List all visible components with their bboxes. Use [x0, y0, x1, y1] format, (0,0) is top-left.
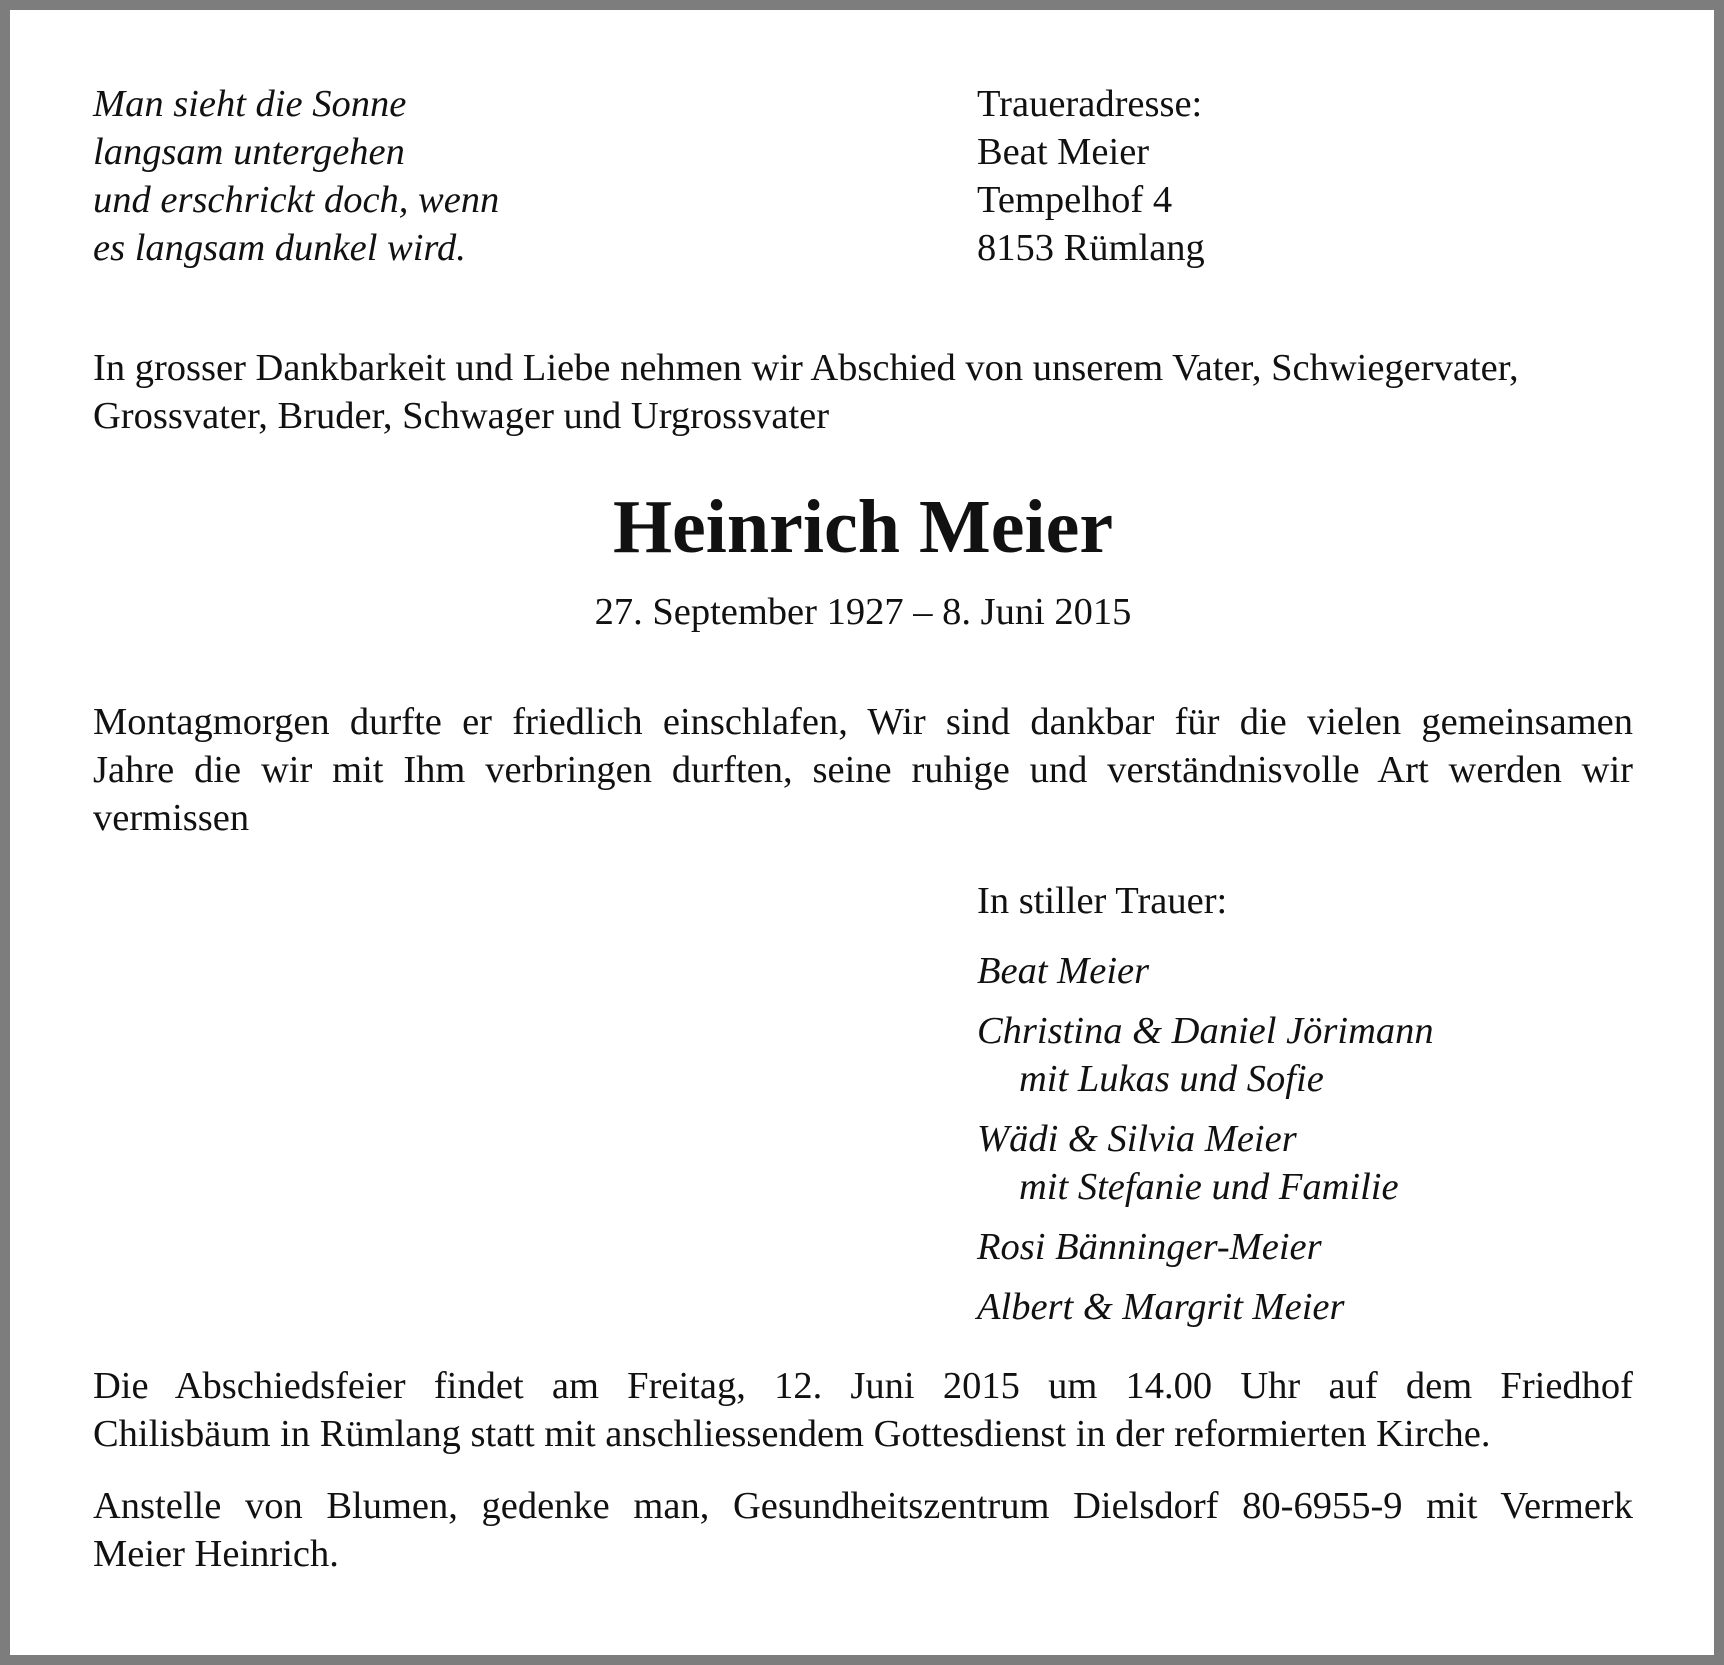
poem-line: es langsam dunkel wird. — [93, 227, 466, 269]
mourner-children: mit Stefanie und Familie — [1019, 1166, 1399, 1208]
message-line: vermissen — [93, 797, 250, 839]
mourner-name: Albert & Margrit Meier — [977, 1286, 1345, 1328]
ceremony-line: Die Abschiedsfeier findet am Freitag, 12. Juni 2015 um 14.00 Uhr auf dem Friedhof — [93, 1365, 1633, 1407]
ceremony-info — [93, 1362, 1633, 1458]
message-line: Montagmorgen durfte er friedlich einschlafen, Wir sind dankbar für die vielen gemeinsamen — [93, 701, 1633, 743]
farewell-message — [93, 698, 1633, 842]
mourner-entry — [977, 1115, 1627, 1211]
poem-line: und erschrickt doch, wenn — [93, 179, 500, 221]
address-line: Beat Meier — [977, 131, 1150, 173]
mourners-list — [977, 947, 1627, 1331]
address-line: 8153 Rümlang — [977, 227, 1205, 269]
address-line: Tempelhof 4 — [977, 179, 1173, 221]
poem-line: Man sieht die Sonne — [93, 83, 407, 125]
mourner-name: Rosi Bänninger-Meier — [977, 1226, 1322, 1268]
mourner-entry — [977, 1007, 1627, 1103]
deceased-name: Heinrich Meier — [612, 485, 1114, 569]
mourners-heading: In stiller Trauer: — [977, 880, 1228, 922]
message-line: Jahre die wir mit Ihm verbringen durften, seine ruhige und verständnisvolle Art werden wir — [93, 749, 1633, 791]
intro-text — [93, 344, 1633, 440]
intro-line: In grosser Dankbarkeit und Liebe nehmen wir Abschied von unserem Vater, Schwiegervater, — [93, 347, 1519, 389]
mourner-name: Wädi & Silvia Meier — [977, 1118, 1297, 1160]
donation-info — [93, 1482, 1633, 1578]
mourner-children: mit Lukas und Sofie — [1019, 1058, 1324, 1100]
poem — [93, 80, 893, 272]
poem-line: langsam untergehen — [93, 131, 405, 173]
donation-line: Anstelle von Blumen, gedenke man, Gesundheitszentrum Dielsdorf 80-6955-9 mit Vermerk — [93, 1485, 1633, 1527]
donation-line: Meier Heinrich. — [93, 1533, 339, 1575]
mourner-entry — [977, 947, 1627, 995]
mourner-entry — [977, 1223, 1627, 1271]
mourner-name: Christina & Daniel Jörimann — [977, 1010, 1434, 1052]
life-dates: 27. September 1927 – 8. Juni 2015 — [594, 591, 1132, 633]
mourner-name: Beat Meier — [977, 950, 1150, 992]
ceremony-line: Chilisbäum in Rümlang statt mit anschliessendem Gottesdienst in der reformierten Kirche. — [93, 1413, 1491, 1455]
mourning-address — [977, 80, 1577, 272]
mourner-entry — [977, 1283, 1627, 1331]
mourners-section — [977, 877, 1627, 1343]
address-heading: Traueradresse: — [977, 83, 1203, 125]
intro-line: Grossvater, Bruder, Schwager und Urgrossvater — [93, 395, 830, 437]
